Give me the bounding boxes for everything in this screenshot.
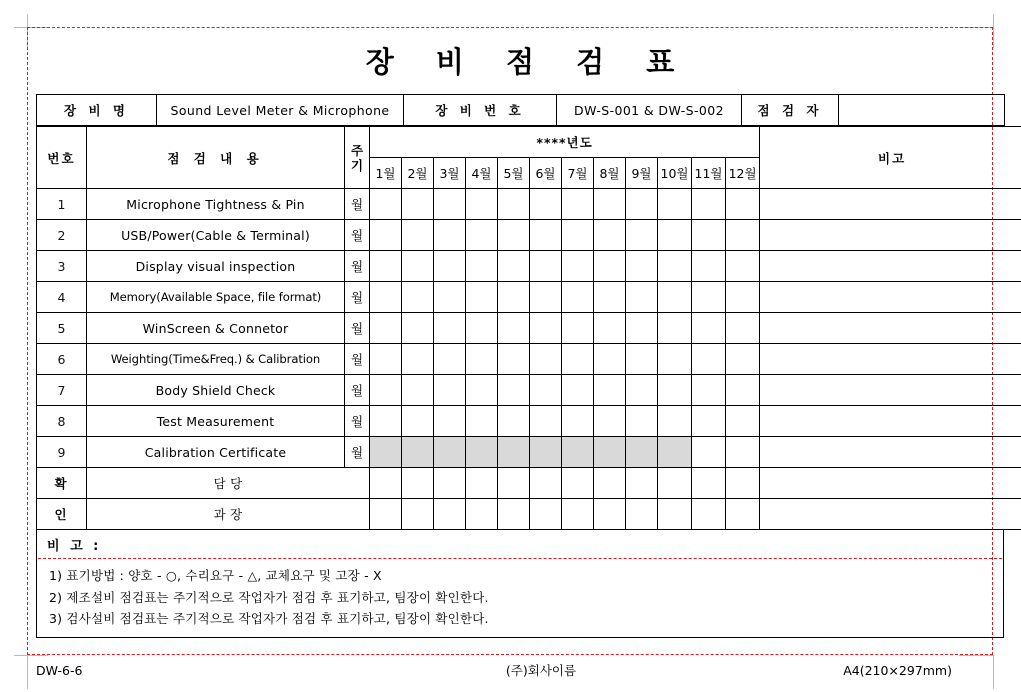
page-footer	[36, 655, 1004, 685]
check-cell-r8-m9[interactable]	[626, 406, 658, 437]
check-cell-r6-m2[interactable]	[402, 344, 434, 375]
check-cell-r2-m5[interactable]	[498, 220, 530, 251]
check-cell-r1-m2[interactable]	[402, 189, 434, 220]
check-cell-r5-m7[interactable]	[562, 313, 594, 344]
row-cycle: 월	[345, 406, 370, 437]
check-cell-r6-m3[interactable]	[434, 344, 466, 375]
month-header-6: 6월	[530, 158, 562, 189]
check-cell-r4-m10[interactable]	[658, 282, 692, 313]
check-cell-r2-m7[interactable]	[562, 220, 594, 251]
check-cell-r4-m3[interactable]	[434, 282, 466, 313]
table-row	[37, 251, 1021, 282]
check-cell-r1-m1[interactable]	[370, 189, 402, 220]
check-cell-r6-m8[interactable]	[594, 344, 626, 375]
page-title: 장 비 점 검 표	[365, 44, 691, 79]
table-row	[37, 437, 1021, 468]
table-row	[37, 282, 1021, 313]
check-cell-r5-m11[interactable]	[692, 313, 726, 344]
confirmation-role-label: 과 장	[87, 499, 370, 530]
check-cell-r4-m9[interactable]	[626, 282, 658, 313]
equipment-info-table	[36, 94, 1005, 126]
check-cell-r6-m1[interactable]	[370, 344, 402, 375]
col-header-cycle	[345, 127, 370, 189]
check-cell-r8-m10[interactable]	[658, 406, 692, 437]
check-cell-r7-m7[interactable]	[562, 375, 594, 406]
check-cell-r3-m8[interactable]	[594, 251, 626, 282]
check-cell-r8-m12[interactable]	[726, 406, 760, 437]
row-cycle: 월	[345, 437, 370, 468]
check-cell-r7-m9[interactable]	[626, 375, 658, 406]
inspection-table	[36, 126, 1021, 530]
check-cell-r9-m1[interactable]	[370, 437, 402, 468]
check-cell-r7-m1[interactable]	[370, 375, 402, 406]
check-cell-r5-m8[interactable]	[594, 313, 626, 344]
check-cell-r3-m7[interactable]	[562, 251, 594, 282]
check-cell-r4-m7[interactable]	[562, 282, 594, 313]
confirmation-sign-cell-m8[interactable]	[594, 468, 626, 499]
check-cell-r5-m12[interactable]	[726, 313, 760, 344]
check-cell-r2-m4[interactable]	[466, 220, 498, 251]
check-cell-r3-m6[interactable]	[530, 251, 562, 282]
equipment-number-value[interactable]: DW-S-001 & DW-S-002	[557, 95, 742, 126]
row-cycle: 월	[345, 282, 370, 313]
confirmation-sign-cell-m6[interactable]	[530, 499, 562, 530]
confirmation-sign-cell-m5[interactable]	[498, 468, 530, 499]
check-cell-r7-m8[interactable]	[594, 375, 626, 406]
check-cell-r3-m1[interactable]	[370, 251, 402, 282]
confirmation-vertical-label-1: 확	[37, 468, 87, 499]
confirmation-remark-cell[interactable]	[760, 468, 1021, 499]
row-content: WinScreen & Connetor	[87, 313, 345, 344]
row-cycle: 월	[345, 344, 370, 375]
check-cell-r3-m5[interactable]	[498, 251, 530, 282]
check-cell-r2-m3[interactable]	[434, 220, 466, 251]
row-remark-cell[interactable]	[760, 406, 1021, 437]
month-header-9: 9월	[626, 158, 658, 189]
check-cell-r6-m9[interactable]	[626, 344, 658, 375]
check-cell-r2-m6[interactable]	[530, 220, 562, 251]
col-header-no: 번호	[37, 127, 87, 189]
check-cell-r3-m10[interactable]	[658, 251, 692, 282]
check-cell-r4-m2[interactable]	[402, 282, 434, 313]
confirmation-sign-cell-m2[interactable]	[402, 499, 434, 530]
check-cell-r4-m6[interactable]	[530, 282, 562, 313]
remarks-block	[36, 530, 1004, 638]
check-cell-r7-m5[interactable]	[498, 375, 530, 406]
month-header-8: 8월	[594, 158, 626, 189]
check-cell-r1-m6[interactable]	[530, 189, 562, 220]
check-cell-r1-m9[interactable]	[626, 189, 658, 220]
check-cell-r9-m10[interactable]	[658, 437, 692, 468]
row-number: 7	[37, 375, 87, 406]
month-header-5: 5월	[498, 158, 530, 189]
check-cell-r7-m4[interactable]	[466, 375, 498, 406]
check-cell-r8-m4[interactable]	[466, 406, 498, 437]
confirmation-sign-cell-m9[interactable]	[626, 468, 658, 499]
table-row	[37, 406, 1021, 437]
check-cell-r2-m12[interactable]	[726, 220, 760, 251]
confirmation-sign-cell-m4[interactable]	[466, 499, 498, 530]
check-cell-r7-m10[interactable]	[658, 375, 692, 406]
confirmation-sign-cell-m10[interactable]	[658, 499, 692, 530]
title-band	[36, 30, 1004, 94]
row-content: USB/Power(Cable & Terminal)	[87, 220, 345, 251]
row-content: Display visual inspection	[87, 251, 345, 282]
check-cell-r8-m7[interactable]	[562, 406, 594, 437]
check-cell-r6-m12[interactable]	[726, 344, 760, 375]
check-cell-r7-m12[interactable]	[726, 375, 760, 406]
check-cell-r2-m1[interactable]	[370, 220, 402, 251]
check-cell-r1-m3[interactable]	[434, 189, 466, 220]
check-cell-r6-m7[interactable]	[562, 344, 594, 375]
confirmation-sign-cell-m7[interactable]	[562, 499, 594, 530]
check-cell-r2-m2[interactable]	[402, 220, 434, 251]
confirmation-sign-cell-m2[interactable]	[402, 468, 434, 499]
row-content: Microphone Tightness & Pin	[87, 189, 345, 220]
equipment-name-label: 장 비 명	[37, 95, 157, 126]
check-cell-r9-m2[interactable]	[402, 437, 434, 468]
check-cell-r3-m12[interactable]	[726, 251, 760, 282]
check-cell-r9-m8[interactable]	[594, 437, 626, 468]
confirmation-vertical-label-2: 인	[37, 499, 87, 530]
remark-line-3: 3) 검사설비 점검표는 주기적으로 작업자가 점검 후 표기하고, 팀장이 확인한다.	[49, 611, 489, 626]
col-header-year: ****년도	[370, 127, 760, 158]
check-cell-r7-m2[interactable]	[402, 375, 434, 406]
month-header-7: 7월	[562, 158, 594, 189]
check-cell-r8-m5[interactable]	[498, 406, 530, 437]
check-cell-r8-m8[interactable]	[594, 406, 626, 437]
check-cell-r9-m9[interactable]	[626, 437, 658, 468]
check-cell-r5-m3[interactable]	[434, 313, 466, 344]
table-row	[37, 344, 1021, 375]
check-cell-r5-m5[interactable]	[498, 313, 530, 344]
col-header-remark: 비고	[760, 127, 1021, 189]
row-content: Test Measurement	[87, 406, 345, 437]
check-cell-r4-m12[interactable]	[726, 282, 760, 313]
row-remark-cell[interactable]	[760, 282, 1021, 313]
row-remark-cell[interactable]	[760, 344, 1021, 375]
confirmation-sign-cell-m10[interactable]	[658, 468, 692, 499]
check-cell-r2-m8[interactable]	[594, 220, 626, 251]
check-cell-r4-m4[interactable]	[466, 282, 498, 313]
check-cell-r6-m4[interactable]	[466, 344, 498, 375]
check-cell-r3-m3[interactable]	[434, 251, 466, 282]
row-remark-cell[interactable]	[760, 437, 1021, 468]
check-cell-r9-m5[interactable]	[498, 437, 530, 468]
inspection-body	[37, 189, 1021, 468]
crop-mark-top-left-h	[14, 27, 48, 28]
confirmation-remark-cell[interactable]	[760, 499, 1021, 530]
confirmation-sign-cell-m3[interactable]	[434, 499, 466, 530]
row-content: Weighting(Time&Freq.) & Calibration	[87, 344, 345, 375]
row-number: 5	[37, 313, 87, 344]
confirmation-row	[37, 499, 1021, 530]
check-cell-r4-m8[interactable]	[594, 282, 626, 313]
check-cell-r9-m7[interactable]	[562, 437, 594, 468]
check-cell-r2-m9[interactable]	[626, 220, 658, 251]
check-cell-r5-m4[interactable]	[466, 313, 498, 344]
check-cell-r7-m6[interactable]	[530, 375, 562, 406]
month-header-3: 3월	[434, 158, 466, 189]
confirmation-sign-cell-m9[interactable]	[626, 499, 658, 530]
crop-mark-top-left-v	[27, 14, 28, 48]
inspector-label: 점 검 자	[742, 95, 839, 126]
remark-line-1: 1) 표기방법 : 양호 - ○, 수리요구 - △, 교체요구 및 고장 - X	[49, 568, 382, 583]
row-remark-cell[interactable]	[760, 189, 1021, 220]
confirmation-sign-cell-m1[interactable]	[370, 468, 402, 499]
row-cycle: 월	[345, 220, 370, 251]
check-cell-r5-m9[interactable]	[626, 313, 658, 344]
check-cell-r5-m10[interactable]	[658, 313, 692, 344]
check-cell-r1-m8[interactable]	[594, 189, 626, 220]
row-content: Calibration Certificate	[87, 437, 345, 468]
row-remark-cell[interactable]	[760, 313, 1021, 344]
row-cycle: 월	[345, 375, 370, 406]
confirmation-sign-cell-m12[interactable]	[726, 499, 760, 530]
check-cell-r1-m12[interactable]	[726, 189, 760, 220]
check-cell-r1-m11[interactable]	[692, 189, 726, 220]
check-cell-r1-m7[interactable]	[562, 189, 594, 220]
row-number: 3	[37, 251, 87, 282]
check-cell-r3-m2[interactable]	[402, 251, 434, 282]
check-cell-r9-m3[interactable]	[434, 437, 466, 468]
check-cell-r9-m11[interactable]	[692, 437, 726, 468]
row-cycle: 월	[345, 313, 370, 344]
month-header-10: 10월	[658, 158, 692, 189]
inspection-header-row-1	[37, 127, 1021, 158]
table-row	[37, 189, 1021, 220]
check-cell-r5-m1[interactable]	[370, 313, 402, 344]
crop-mark-top-right-h	[959, 27, 993, 28]
row-cycle: 월	[345, 251, 370, 282]
check-cell-r1-m4[interactable]	[466, 189, 498, 220]
equipment-number-label: 장 비 번 호	[404, 95, 557, 126]
check-cell-r2-m11[interactable]	[692, 220, 726, 251]
row-cycle: 월	[345, 189, 370, 220]
row-remark-cell[interactable]	[760, 375, 1021, 406]
check-cell-r9-m12[interactable]	[726, 437, 760, 468]
check-cell-r1-m10[interactable]	[658, 189, 692, 220]
confirmation-sign-cell-m6[interactable]	[530, 468, 562, 499]
check-cell-r5-m2[interactable]	[402, 313, 434, 344]
row-content: Memory(Available Space, file format)	[87, 282, 345, 313]
table-row	[37, 220, 1021, 251]
row-number: 4	[37, 282, 87, 313]
col-header-content: 점 검 내 용	[87, 127, 345, 189]
footer-form-code: DW-6-6	[36, 662, 83, 678]
footer-company: (주)회사이름	[505, 663, 577, 678]
month-header-12: 12월	[726, 158, 760, 189]
confirmation-sign-cell-m12[interactable]	[726, 468, 760, 499]
cycle-label-line1: 주	[350, 142, 364, 158]
row-remark-cell[interactable]	[760, 220, 1021, 251]
table-row	[37, 313, 1021, 344]
inspector-value[interactable]	[839, 95, 1005, 126]
check-cell-r8-m2[interactable]	[402, 406, 434, 437]
check-cell-r9-m4[interactable]	[466, 437, 498, 468]
footer-paper-size: A4(210×297mm)	[843, 662, 952, 678]
check-cell-r3-m4[interactable]	[466, 251, 498, 282]
cycle-label-line2: 기	[350, 157, 364, 173]
confirmation-sign-cell-m11[interactable]	[692, 468, 726, 499]
check-cell-r8-m11[interactable]	[692, 406, 726, 437]
check-cell-r7-m3[interactable]	[434, 375, 466, 406]
confirmation-sign-cell-m8[interactable]	[594, 499, 626, 530]
confirmation-sign-cell-m11[interactable]	[692, 499, 726, 530]
month-header-4: 4월	[466, 158, 498, 189]
month-header-11: 11월	[692, 158, 726, 189]
confirmation-sign-cell-m3[interactable]	[434, 468, 466, 499]
remarks-lines	[37, 559, 1003, 637]
confirmation-sign-cell-m7[interactable]	[562, 468, 594, 499]
check-cell-r6-m11[interactable]	[692, 344, 726, 375]
check-cell-r3-m11[interactable]	[692, 251, 726, 282]
row-content: Body Shield Check	[87, 375, 345, 406]
row-number: 2	[37, 220, 87, 251]
check-cell-r5-m6[interactable]	[530, 313, 562, 344]
check-cell-r6-m10[interactable]	[658, 344, 692, 375]
check-cell-r8-m1[interactable]	[370, 406, 402, 437]
check-cell-r2-m10[interactable]	[658, 220, 692, 251]
confirmation-role-label: 담 당	[87, 468, 370, 499]
row-remark-cell[interactable]	[760, 251, 1021, 282]
confirmation-sign-cell-m4[interactable]	[466, 468, 498, 499]
check-cell-r6-m5[interactable]	[498, 344, 530, 375]
check-cell-r6-m6[interactable]	[530, 344, 562, 375]
remarks-heading: 비 고 :	[47, 538, 102, 554]
check-cell-r7-m11[interactable]	[692, 375, 726, 406]
check-cell-r9-m6[interactable]	[530, 437, 562, 468]
remark-line-2: 2) 제조설비 점검표는 주기적으로 작업자가 점검 후 표기하고, 팀장이 확인한다.	[49, 589, 489, 605]
check-cell-r4-m1[interactable]	[370, 282, 402, 313]
row-number: 6	[37, 344, 87, 375]
row-number: 8	[37, 406, 87, 437]
check-cell-r8-m6[interactable]	[530, 406, 562, 437]
check-cell-r3-m9[interactable]	[626, 251, 658, 282]
check-cell-r4-m5[interactable]	[498, 282, 530, 313]
row-number: 1	[37, 189, 87, 220]
month-header-2: 2월	[402, 158, 434, 189]
month-header-1: 1월	[370, 158, 402, 189]
confirmation-sign-cell-m1[interactable]	[370, 499, 402, 530]
crop-mark-bottom-left-v	[27, 655, 28, 689]
confirmation-body	[37, 468, 1021, 530]
row-number: 9	[37, 437, 87, 468]
equipment-info-row	[37, 95, 1005, 126]
inspection-form-sheet	[36, 30, 1004, 630]
equipment-name-value[interactable]: Sound Level Meter & Microphone	[157, 95, 404, 126]
check-cell-r8-m3[interactable]	[434, 406, 466, 437]
confirmation-sign-cell-m5[interactable]	[498, 499, 530, 530]
confirmation-row	[37, 468, 1021, 499]
check-cell-r4-m11[interactable]	[692, 282, 726, 313]
check-cell-r1-m5[interactable]	[498, 189, 530, 220]
table-row	[37, 375, 1021, 406]
